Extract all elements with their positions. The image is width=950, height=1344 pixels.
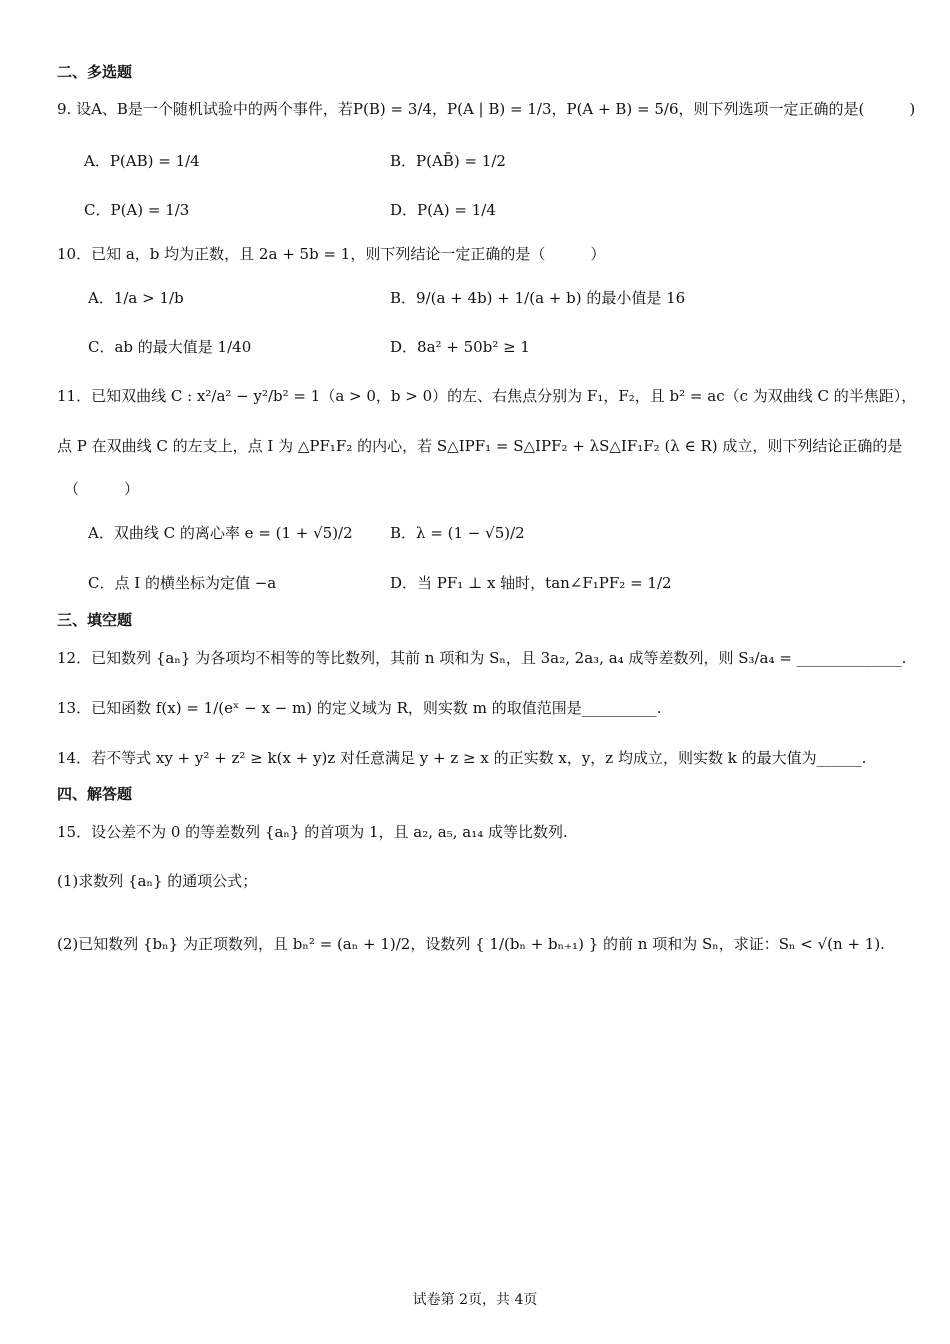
- section-title-answer: 四、解答题: [57, 785, 133, 803]
- section-title-fill-blank: 三、填空题: [57, 611, 133, 629]
- question-10-option-d: D．8a² + 50b² ≥ 1: [390, 338, 530, 356]
- question-13: 13．已知函数 f(x) = 1/(eˣ − x − m) 的定义域为 R，则实数 m 的取值范围是__________.: [57, 699, 662, 717]
- question-9-option-a: A．P(AB) = 1/4: [84, 152, 200, 170]
- question-11-stem-line2: 点 P 在双曲线 C 的左支上，点 I 为 △PF₁F₂ 的内心，若 S△IPF₁ = S△IPF₂ + λS△IF₁F₂ (λ ∈ R) 成立，则下列结论正确的是: [57, 437, 903, 455]
- question-15-stem: 15．设公差不为 0 的等差数列 {aₙ} 的首项为 1，且 a₂, a₅, a₁₄ 成等比数列.: [57, 823, 568, 841]
- question-14: 14．若不等式 xy + y² + z² ≥ k(x + y)z 对任意满足 y + z ≥ x 的正实数 x，y，z 均成立，则实数 k 的最大值为______.: [57, 749, 867, 767]
- question-10-stem: 10．已知 a，b 均为正数，且 2a + 5b = 1，则下列结论一定正确的是（ ）: [57, 245, 606, 263]
- question-11-stem-line3: （ ）: [64, 480, 140, 498]
- question-10-option-a: A．1/a > 1/b: [88, 289, 184, 307]
- question-9-stem: 9. 设A、B是一个随机试验中的两个事件，若P(B) = 3/4，P(A | B) = 1/3，P(A + B) = 5/6，则下列选项一定正确的是( ): [57, 100, 916, 118]
- question-10-option-c: C．ab 的最大值是 1/40: [88, 338, 252, 356]
- question-9-option-b: B．P(AB̄) = 1/2: [390, 152, 506, 170]
- question-11-option-a: A．双曲线 C 的离心率 e = (1 + √5)/2: [88, 524, 353, 542]
- question-11-option-b: B．λ = (1 − √5)/2: [390, 524, 525, 542]
- question-10-option-b: B．9/(a + 4b) + 1/(a + b) 的最小值是 16: [390, 289, 686, 307]
- question-15-part-1: (1)求数列 {aₙ} 的通项公式；: [57, 872, 258, 890]
- question-9-option-d: D．P(A) = 1/4: [390, 201, 496, 219]
- section-title-multi-choice: 二、多选题: [57, 63, 133, 81]
- question-11-stem-line1: 11．已知双曲线 C : x²/a² − y²/b² = 1（a > 0，b > 0）的左、右焦点分别为 F₁，F₂，且 b² = ac（c 为双曲线 C 的半焦距），: [57, 387, 917, 405]
- question-11-option-c: C．点 I 的横坐标为定值 −a: [88, 574, 277, 592]
- question-9-option-c: C．P(A) = 1/3: [84, 201, 190, 219]
- question-15-part-2: (2)已知数列 {bₙ} 为正项数列，且 bₙ² = (aₙ + 1)/2，设数列 { 1/(bₙ + bₙ₊₁) } 的前 n 项和为 Sₙ，求证：Sₙ < √(n + 1).: [57, 935, 885, 953]
- page-footer: 试卷第 2页，共 4页: [412, 1292, 538, 1308]
- question-12: 12．已知数列 {aₙ} 为各项均不相等的等比数列，其前 n 项和为 Sₙ，且 3a₂, 2a₃, a₄ 成等差数列，则 S₃/a₄ = ______________.: [57, 649, 907, 667]
- question-11-option-d: D．当 PF₁ ⊥ x 轴时，tan∠F₁PF₂ = 1/2: [390, 574, 672, 592]
